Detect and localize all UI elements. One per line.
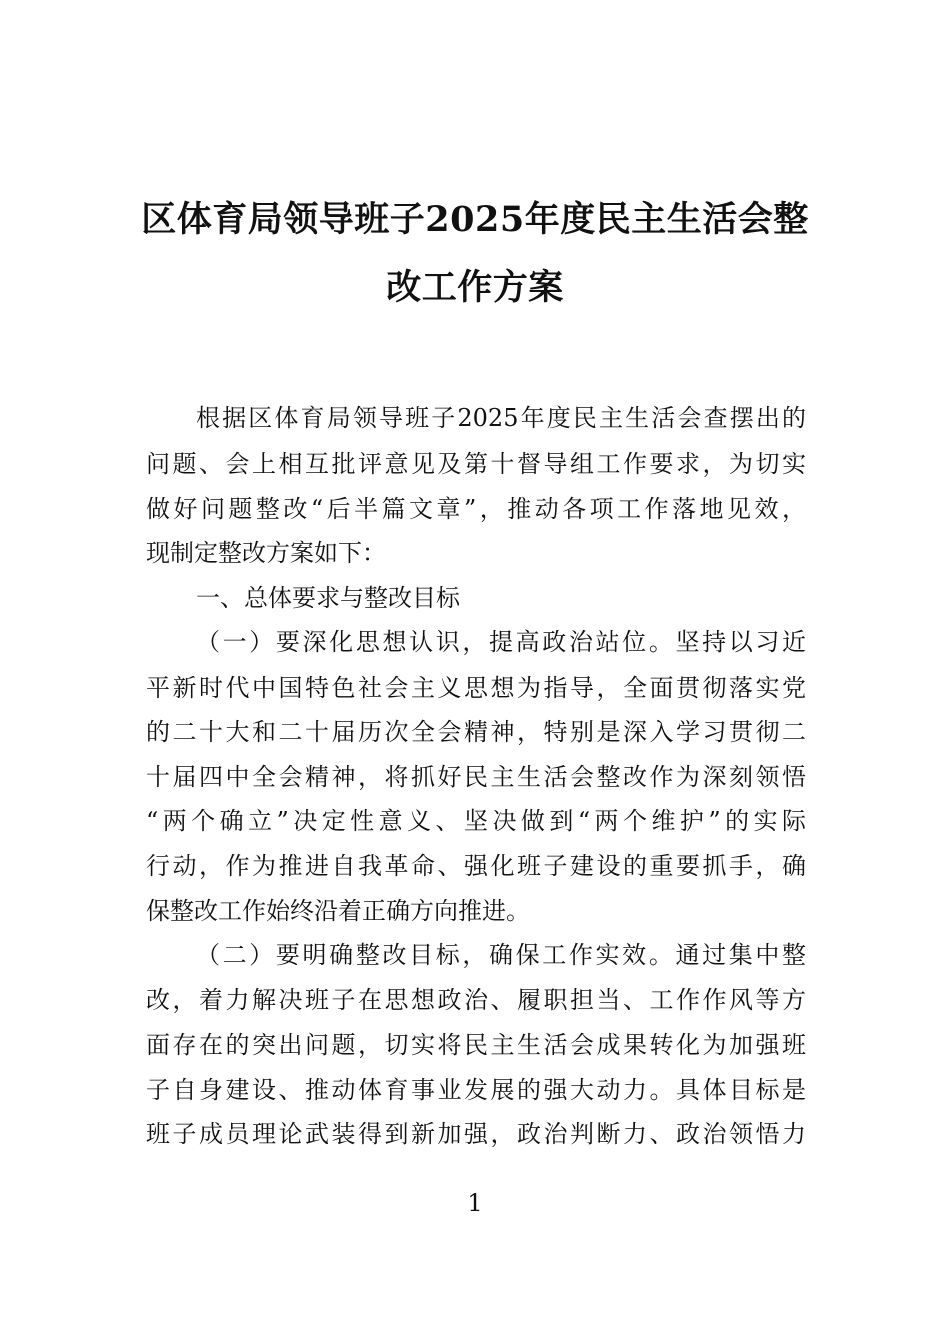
item2-line: 子自身建设、推动体育事业发展的强大动力。具体目标是	[146, 1076, 806, 1104]
document-title-line-1: 区体育局领导班子2025年度民主生活会整	[141, 199, 809, 240]
item1-line: 的二十大和二十届历次全会精神，特别是深入学习贯彻二	[146, 718, 806, 746]
item1-line: 十届四中全会精神，将抓好民主生活会整改作为深刻领悟	[146, 763, 806, 791]
page-number: 1	[467, 1189, 483, 1217]
item2-line: 改，着力解决班子在思想政治、履职担当、工作作风等方	[146, 986, 806, 1014]
item2-line: （二）要明确整改目标，确保工作实效。通过集中整	[196, 941, 806, 969]
intro-line: 现制定整改方案如下：	[146, 539, 386, 567]
item1-line: “两个确立”决定性意义、坚决做到“两个维护”的实际	[146, 807, 806, 835]
item2-line: 面存在的突出问题，切实将民主生活会成果转化为加强班	[146, 1031, 806, 1059]
item1-line: 保整改工作始终沿着正确方向推进。	[146, 897, 530, 925]
section-heading: 一、总体要求与整改目标	[196, 584, 460, 612]
document-title-line-2: 改工作方案	[386, 267, 564, 308]
item1-line: （一）要深化思想认识，提高政治站位。坚持以习近	[196, 628, 806, 656]
intro-line: 做好问题整改“后半篇文章”，推动各项工作落地见效，	[146, 495, 806, 523]
item2-line: 班子成员理论武装得到新加强，政治判断力、政治领悟力	[146, 1120, 806, 1148]
item1-line: 行动，作为推进自我革命、强化班子建设的重要抓手，确	[146, 852, 806, 880]
intro-line: 问题、会上相互批评意见及第十督导组工作要求，为切实	[146, 450, 806, 478]
intro-line: 根据区体育局领导班子2025年度民主生活会查摆出的	[196, 404, 806, 432]
item1-line: 平新时代中国特色社会主义思想为指导，全面贯彻落实党	[146, 674, 806, 702]
